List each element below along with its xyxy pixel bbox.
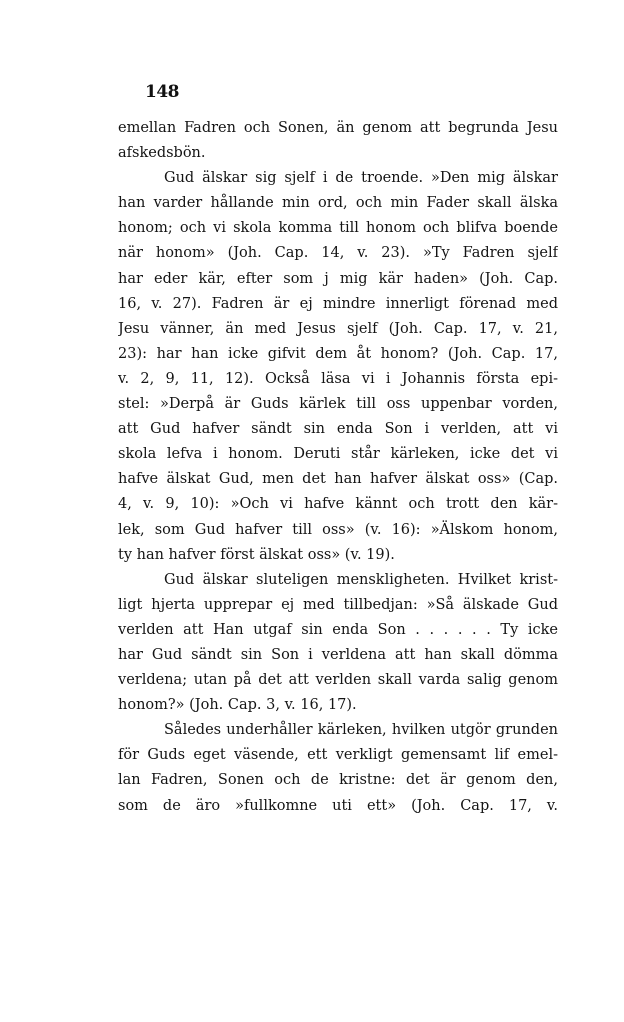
paragraph-start-line: Gud älskar sig sjelf i de troende. »Den mig älskar	[164, 170, 558, 187]
text-line: afskedsbön.	[118, 145, 206, 162]
text-line: hafve älskat Gud, men det han hafver älskat oss» (Cap.	[118, 471, 558, 488]
text-line: honom?» (Joh. Cap. 3, v. 16, 17).	[118, 697, 357, 714]
paragraph-start-line: Gud älskar sluteligen menskligheten. Hvilket krist-	[164, 571, 558, 588]
text-line: Jesu vänner, än med Jesus sjelf (Joh. Cap. 17, v. 21,	[118, 320, 558, 337]
text-line: som de äro »fullkomne uti ett» (Joh. Cap. 17, v.	[118, 797, 558, 814]
text-line: lan Fadren, Sonen och de kristne: det är genom den,	[118, 772, 558, 789]
text-line: har eder kär, efter som j mig kär haden» (Joh. Cap.	[118, 270, 558, 287]
text-line: honom; och vi skola komma till honom och blifva boende	[118, 220, 558, 237]
text-line: när honom» (Joh. Cap. 14, v. 23). »Ty Fadren sjelf	[118, 245, 558, 262]
text-line: ligt hjerta upprepar ej med tillbedjan: »Så älskade Gud	[118, 596, 558, 613]
text-line: ty han hafver först älskat oss» (v. 19).	[118, 546, 395, 563]
text-line: skola lefva i honom. Deruti står kärleken, icke det vi	[118, 446, 558, 463]
body-text	[118, 116, 558, 819]
text-line: verldena; utan på det att verlden skall varda salig genom	[118, 672, 558, 689]
text-line: 4, v. 9, 10): »Och vi hafve kännt och trott den kär-	[118, 496, 558, 513]
text-line: 23): har han icke gifvit dem åt honom? (Joh. Cap. 17,	[118, 345, 558, 362]
text-line: verlden att Han utgaf sin enda Son . . . . . . Ty icke	[118, 621, 558, 638]
text-line: för Guds eget väsende, ett verkligt gemensamt lif emel-	[118, 747, 558, 764]
page-number: 148	[145, 82, 179, 102]
text-line: stel: »Derpå är Guds kärlek till oss uppenbar vorden,	[118, 396, 558, 413]
text-line: emellan Fadren och Sonen, än genom att begrunda Jesu	[118, 120, 558, 136]
text-line: 16, v. 27). Fadren är ej mindre innerligt förenad med	[118, 295, 558, 312]
text-line: v. 2, 9, 11, 12). Också läsa vi i Johannis första epi-	[118, 370, 558, 387]
text-line: han varder hållande min ord, och min Fader skall älska	[118, 195, 558, 212]
paragraph-start-line: Således underhåller kärleken, hvilken utgör grunden	[164, 722, 558, 739]
text-line: lek, som Gud hafver till oss» (v. 16): »Älskom honom,	[118, 521, 558, 538]
text-line: att Gud hafver sändt sin enda Son i verlden, att vi	[118, 421, 558, 438]
text-line: har Gud sändt sin Son i verldena att han skall dömma	[118, 646, 558, 663]
